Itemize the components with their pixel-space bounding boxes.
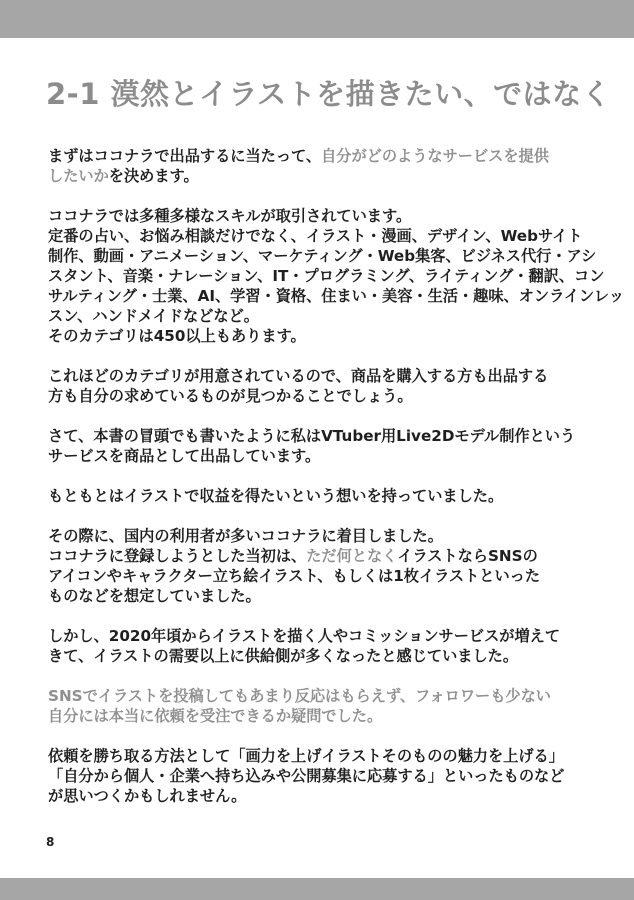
body-text-run: サルティング・士業、AI、学習・資格、住まい・美容・生活・趣味、オンラインレッ bbox=[48, 287, 625, 305]
text-line bbox=[48, 246, 597, 266]
body-text-run: スタント、音楽・ナレーション、IT・プログラミング、ライティング・翻訳、コン bbox=[48, 267, 605, 285]
text-line bbox=[48, 166, 594, 186]
body-text-run: その際に、国内の利用者が多いココナラに着目しました。 bbox=[48, 527, 443, 545]
paragraph bbox=[48, 206, 625, 346]
paragraph bbox=[48, 626, 594, 666]
body-text-run: 制作、動画・アニメーション、マーケティング・Web集客、ビジネス代行・アシ bbox=[48, 247, 597, 265]
body-text-run: まずはココナラで出品するに当たって、 bbox=[48, 147, 322, 165]
text-line bbox=[48, 486, 594, 506]
body-text-run: きて、イラストの需要以上に供給側が多くなったと感じていました。 bbox=[48, 647, 519, 665]
body-text-run: ココナラに登録しようとした当初は、 bbox=[48, 547, 307, 565]
text-line bbox=[48, 766, 594, 786]
body-text-run: 依頼を勝ち取る方法として「画力を上げイラストそのものの魅力を上げる」 bbox=[48, 747, 564, 765]
body-text-run: を決めます。 bbox=[108, 167, 199, 185]
text-line bbox=[48, 686, 594, 706]
emphasis-text: ただ何となく bbox=[306, 547, 398, 565]
body-text-run: これほどのカテゴリが用意されているので、商品を購入する方も出品する bbox=[48, 367, 549, 385]
body-text-run: サービスを商品として出品しています。 bbox=[48, 447, 321, 465]
text-line bbox=[48, 366, 594, 386]
emphasis-text: SNSでイラストを投稿してもあまり反応はもらえず、フォロワーも少ない bbox=[48, 687, 551, 705]
text-line bbox=[48, 706, 594, 726]
body-text-run: もともとはイラストで収益を得たいという想いを持っていました。 bbox=[48, 487, 504, 505]
body-text-run: さて、本書の冒頭でも書いたように私はVTuber用Live2Dモデル制作という bbox=[48, 427, 576, 445]
text-line bbox=[48, 646, 594, 666]
body-text-run: 「自分から個人・企業へ持ち込みや公開募集に応募する」といったものなど bbox=[48, 767, 565, 785]
paragraph bbox=[48, 146, 594, 186]
body-text-run: しかし、2020年頃からイラストを描く人やコミッションサービスが増えて bbox=[48, 627, 561, 645]
paragraph bbox=[48, 526, 594, 606]
text-line bbox=[48, 266, 605, 286]
paragraph bbox=[48, 686, 594, 726]
text-line bbox=[48, 626, 594, 646]
paragraph bbox=[48, 426, 594, 466]
paragraph bbox=[48, 746, 594, 806]
text-line bbox=[48, 206, 594, 226]
text-line bbox=[48, 586, 594, 606]
body-text-run: アイコンやキャラクター立ち絵イラスト、もしくは1枚イラストといった bbox=[48, 567, 541, 585]
section-heading: 2-1 漠然とイラストを描きたい、ではなく bbox=[46, 77, 612, 111]
paragraph bbox=[48, 366, 594, 406]
body-text-run: スン、ハンドメイドなどなど。 bbox=[48, 307, 259, 325]
body-text-run: イラストならSNSの bbox=[397, 547, 538, 565]
body-text-run: そのカテゴリは450以上もあります。 bbox=[48, 327, 306, 345]
top-margin-bar bbox=[0, 0, 634, 38]
bottom-margin-bar bbox=[0, 878, 634, 900]
body-text-run: 方も自分の求めているものが見つかることでしょう。 bbox=[48, 387, 413, 405]
text-line bbox=[48, 786, 594, 806]
emphasis-text: 自分には本当に依頼を受注できるか疑問でした。 bbox=[48, 707, 383, 725]
text-line bbox=[48, 526, 594, 546]
page-number: 8 bbox=[46, 835, 55, 849]
text-line bbox=[48, 306, 594, 326]
text-line bbox=[48, 386, 594, 406]
paragraph bbox=[48, 486, 594, 506]
text-line bbox=[48, 146, 594, 166]
text-line bbox=[48, 326, 594, 346]
text-line bbox=[48, 446, 594, 466]
text-line bbox=[48, 226, 594, 246]
emphasis-text: したいか bbox=[48, 167, 109, 185]
body-text bbox=[48, 146, 625, 826]
body-text-run: ココナラでは多種多様なスキルが取引されています。 bbox=[48, 207, 412, 225]
text-line bbox=[48, 546, 594, 566]
text-line bbox=[48, 746, 594, 766]
body-text-run: 定番の占い、お悩み相談だけでなく、イラスト・漫画、デザイン、Webサイト bbox=[48, 227, 583, 245]
emphasis-text: 自分がどのようなサービスを提供 bbox=[321, 147, 549, 165]
body-text-run: が思いつくかもしれません。 bbox=[48, 787, 247, 805]
text-line bbox=[48, 566, 594, 586]
text-line bbox=[48, 426, 594, 446]
text-line bbox=[48, 286, 625, 306]
body-text-run: ものなどを想定していました。 bbox=[48, 587, 261, 605]
